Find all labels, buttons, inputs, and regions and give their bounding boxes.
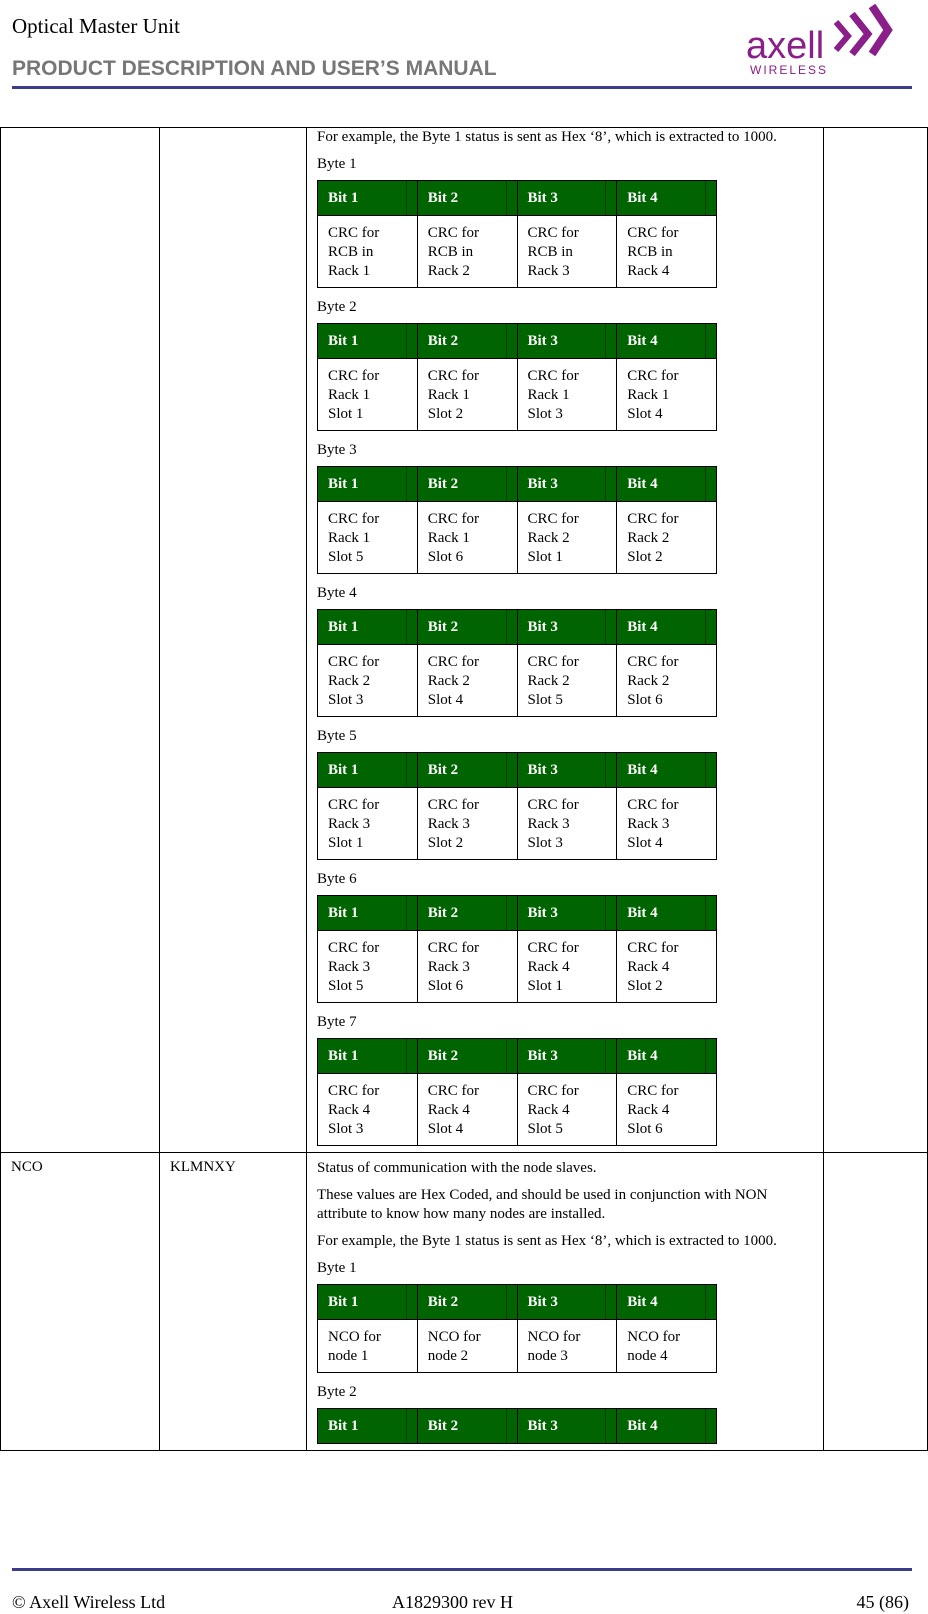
bit-header: Bit 4 bbox=[617, 1039, 717, 1074]
bit-header: Bit 2 bbox=[417, 610, 517, 645]
bit-cell: CRC for Rack 2 Slot 4 bbox=[417, 645, 517, 717]
footer-rule bbox=[12, 1568, 912, 1571]
attribute-table bbox=[0, 127, 928, 1451]
footer-page-number: 45 (86) bbox=[856, 1592, 909, 1612]
bit-table bbox=[317, 1408, 717, 1444]
bit-table bbox=[317, 609, 717, 717]
bit-cell: CRC for RCB in Rack 3 bbox=[517, 216, 617, 288]
bit-header: Bit 3 bbox=[517, 610, 617, 645]
bit-cell: NCO for node 4 bbox=[617, 1320, 717, 1373]
bit-table bbox=[317, 180, 717, 288]
bit-header: Bit 1 bbox=[318, 753, 418, 788]
bit-header: Bit 2 bbox=[417, 1285, 517, 1320]
logo-chevron-2-icon bbox=[852, 14, 868, 54]
bit-cell: CRC for Rack 2 Slot 1 bbox=[517, 502, 617, 574]
bit-cell: CRC for Rack 1 Slot 1 bbox=[318, 359, 418, 431]
bit-cell: CRC for Rack 1 Slot 4 bbox=[617, 359, 717, 431]
notes-cell bbox=[824, 1153, 928, 1451]
bit-header: Bit 3 bbox=[517, 1409, 617, 1444]
bit-table bbox=[317, 752, 717, 860]
byte-label: Byte 3 bbox=[317, 442, 357, 458]
bit-cell: CRC for Rack 3 Slot 6 bbox=[417, 931, 517, 1003]
logo-subtext: WIRELESS bbox=[750, 63, 829, 77]
bit-cell: CRC for Rack 3 Slot 1 bbox=[318, 788, 418, 860]
bit-table bbox=[317, 895, 717, 1003]
bit-header: Bit 2 bbox=[417, 181, 517, 216]
bit-header: Bit 2 bbox=[417, 324, 517, 359]
description-cell bbox=[307, 1153, 824, 1451]
bit-header: Bit 4 bbox=[617, 181, 717, 216]
bit-header: Bit 4 bbox=[617, 610, 717, 645]
byte-label: Byte 2 bbox=[317, 299, 357, 315]
bit-cell: CRC for Rack 3 Slot 5 bbox=[318, 931, 418, 1003]
bit-header: Bit 3 bbox=[517, 181, 617, 216]
bit-cell: CRC for Rack 4 Slot 1 bbox=[517, 931, 617, 1003]
logo-chevron-1-icon bbox=[836, 22, 848, 50]
bit-cell: CRC for Rack 3 Slot 4 bbox=[617, 788, 717, 860]
byte-label: Byte 4 bbox=[317, 585, 357, 601]
bit-header: Bit 4 bbox=[617, 467, 717, 502]
bit-header: Bit 1 bbox=[318, 610, 418, 645]
bit-header: Bit 1 bbox=[318, 467, 418, 502]
bit-header: Bit 3 bbox=[517, 1285, 617, 1320]
bit-cell: CRC for RCB in Rack 1 bbox=[318, 216, 418, 288]
byte-label: Byte 7 bbox=[317, 1014, 357, 1030]
bit-cell: CRC for Rack 4 Slot 6 bbox=[617, 1074, 717, 1146]
bit-cell: CRC for RCB in Rack 2 bbox=[417, 216, 517, 288]
byte-label: Byte 1 bbox=[317, 1260, 357, 1276]
attribute-cell: NCO bbox=[1, 1153, 160, 1451]
status-text: Status of communication with the node slaves. bbox=[317, 1160, 597, 1176]
table-row bbox=[1, 1153, 928, 1451]
bit-header: Bit 2 bbox=[417, 753, 517, 788]
bit-cell: CRC for Rack 1 Slot 6 bbox=[417, 502, 517, 574]
attribute-cell bbox=[1, 128, 160, 1153]
bit-header: Bit 2 bbox=[417, 1409, 517, 1444]
footer-copyright: © Axell Wireless Ltd bbox=[12, 1592, 166, 1612]
document-title: Optical Master Unit bbox=[12, 14, 180, 38]
bit-header: Bit 3 bbox=[517, 324, 617, 359]
bit-header: Bit 1 bbox=[318, 181, 418, 216]
bit-cell: CRC for Rack 2 Slot 5 bbox=[517, 645, 617, 717]
bit-header: Bit 3 bbox=[517, 1039, 617, 1074]
bit-table bbox=[317, 1038, 717, 1146]
intro-text: For example, the Byte 1 status is sent as Hex ‘8’, which is extracted to 1000. bbox=[317, 129, 777, 145]
bit-header: Bit 1 bbox=[318, 1039, 418, 1074]
description-cell bbox=[307, 128, 824, 1153]
bit-header: Bit 1 bbox=[318, 896, 418, 931]
bit-header: Bit 4 bbox=[617, 896, 717, 931]
bit-header: Bit 1 bbox=[318, 1409, 418, 1444]
value-cell bbox=[160, 128, 307, 1153]
bit-header: Bit 4 bbox=[617, 753, 717, 788]
byte-label: Byte 5 bbox=[317, 728, 357, 744]
bit-cell: CRC for Rack 1 Slot 3 bbox=[517, 359, 617, 431]
byte-label: Byte 1 bbox=[317, 156, 357, 172]
byte-label: Byte 2 bbox=[317, 1384, 357, 1400]
footer-doc-number: A1829300 rev H bbox=[392, 1592, 513, 1612]
bit-header: Bit 1 bbox=[318, 1285, 418, 1320]
bit-cell: NCO for node 2 bbox=[417, 1320, 517, 1373]
bit-header: Bit 3 bbox=[517, 467, 617, 502]
bit-header: Bit 4 bbox=[617, 324, 717, 359]
bit-table bbox=[317, 1284, 717, 1373]
bit-header: Bit 2 bbox=[417, 467, 517, 502]
bit-cell: CRC for Rack 2 Slot 3 bbox=[318, 645, 418, 717]
bit-cell: CRC for Rack 4 Slot 2 bbox=[617, 931, 717, 1003]
bit-cell: CRC for Rack 4 Slot 4 bbox=[417, 1074, 517, 1146]
bit-cell: CRC for Rack 3 Slot 2 bbox=[417, 788, 517, 860]
axell-wireless-logo bbox=[746, 0, 914, 80]
table-row bbox=[1, 128, 928, 1153]
bit-cell: CRC for Rack 4 Slot 5 bbox=[517, 1074, 617, 1146]
header-rule bbox=[12, 86, 912, 89]
bit-header: Bit 4 bbox=[617, 1409, 717, 1444]
bit-header: Bit 3 bbox=[517, 896, 617, 931]
bit-header: Bit 2 bbox=[417, 896, 517, 931]
bit-header: Bit 2 bbox=[417, 1039, 517, 1074]
bit-cell: CRC for Rack 2 Slot 2 bbox=[617, 502, 717, 574]
bit-header: Bit 4 bbox=[617, 1285, 717, 1320]
hex-coded-text: These values are Hex Coded, and should be used in conjunction with NON attribute to know how many nodes are installed. bbox=[317, 1187, 768, 1222]
bit-table bbox=[317, 466, 717, 574]
bit-header: Bit 3 bbox=[517, 753, 617, 788]
byte-label: Byte 6 bbox=[317, 871, 357, 887]
bit-cell: CRC for RCB in Rack 4 bbox=[617, 216, 717, 288]
bit-header: Bit 1 bbox=[318, 324, 418, 359]
bit-table bbox=[317, 323, 717, 431]
notes-cell bbox=[824, 128, 928, 1153]
logo-chevron-3-icon bbox=[872, 6, 888, 54]
value-cell: KLMNXY bbox=[160, 1153, 307, 1451]
byte-tables bbox=[317, 155, 813, 1146]
bit-cell: CRC for Rack 4 Slot 3 bbox=[318, 1074, 418, 1146]
example-text: For example, the Byte 1 status is sent as Hex ‘8’, which is extracted to 1000. bbox=[317, 1233, 777, 1249]
document-subtitle: PRODUCT DESCRIPTION AND USER’S MANUAL bbox=[12, 57, 497, 80]
bit-cell: NCO for node 3 bbox=[517, 1320, 617, 1373]
logo-text: axell bbox=[746, 25, 825, 67]
bit-cell: CRC for Rack 3 Slot 3 bbox=[517, 788, 617, 860]
bit-cell: CRC for Rack 1 Slot 5 bbox=[318, 502, 418, 574]
bit-cell: NCO for node 1 bbox=[318, 1320, 418, 1373]
bit-cell: CRC for Rack 2 Slot 6 bbox=[617, 645, 717, 717]
bit-cell: CRC for Rack 1 Slot 2 bbox=[417, 359, 517, 431]
